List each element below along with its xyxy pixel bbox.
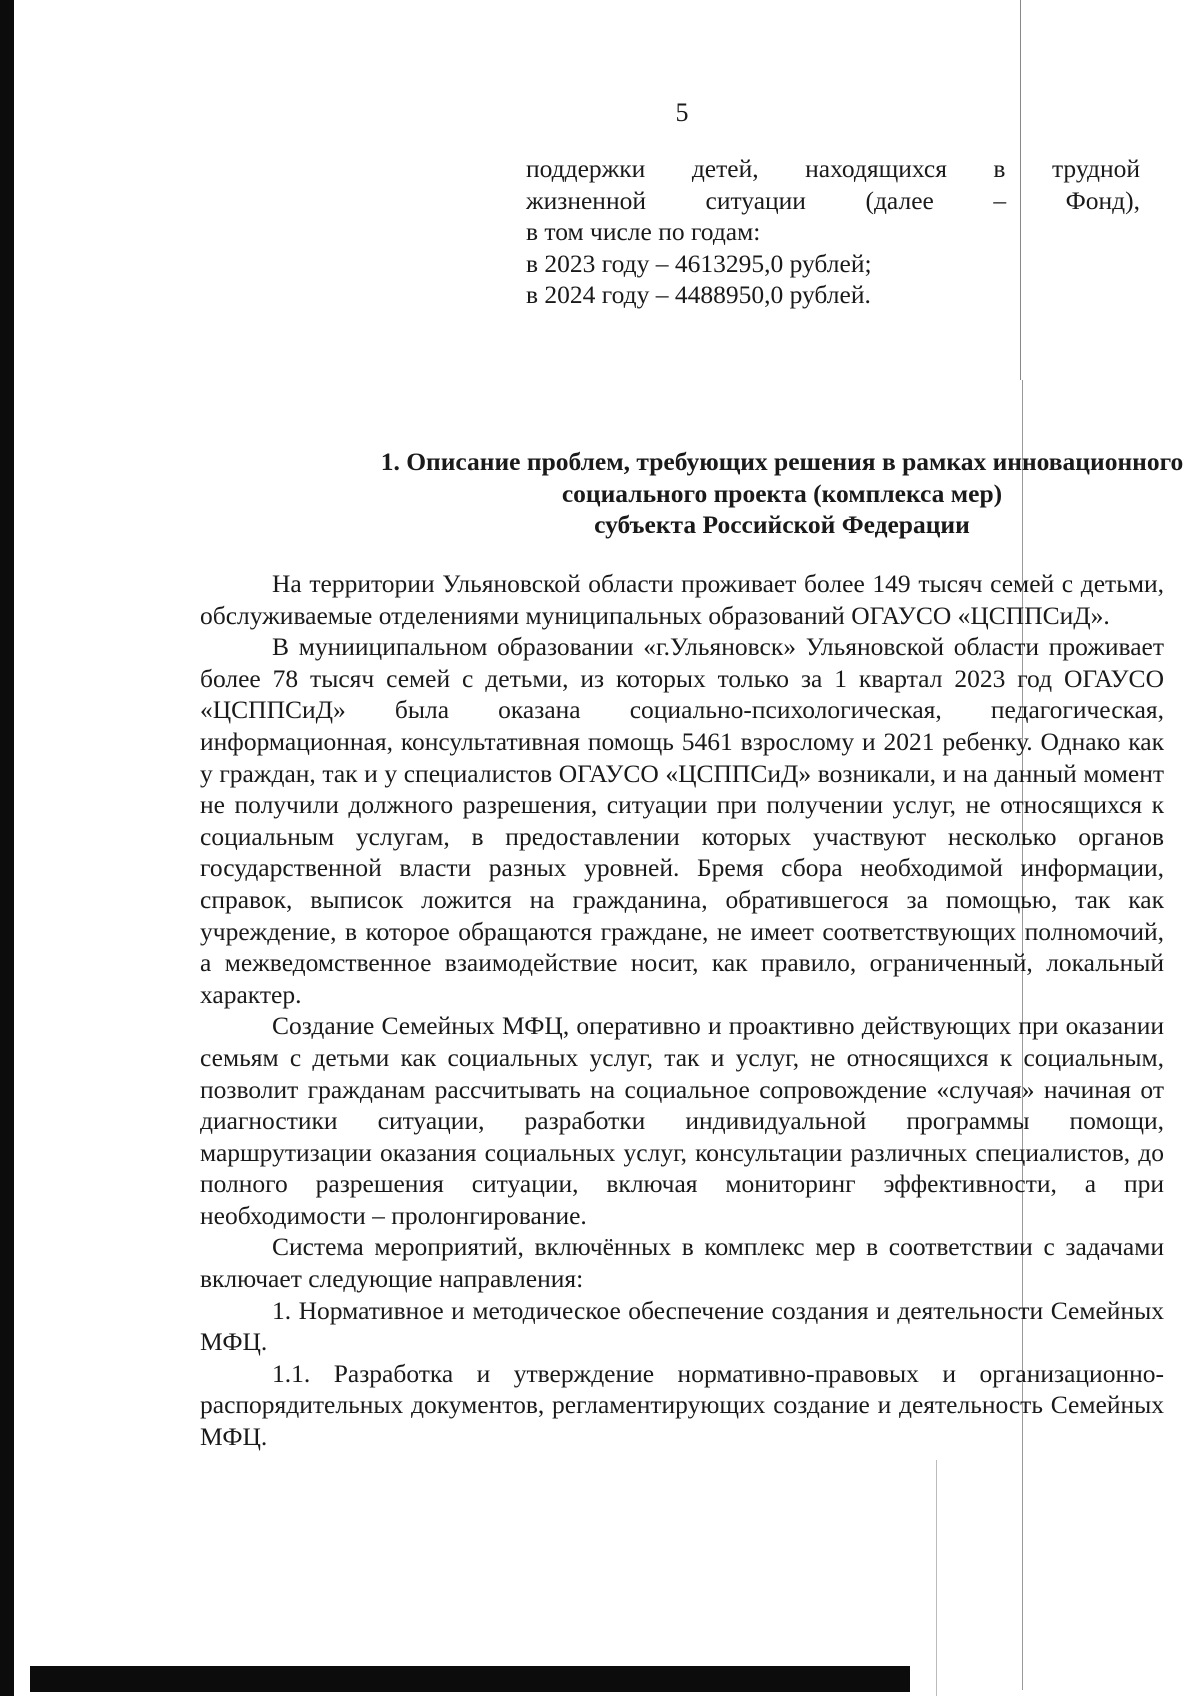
scan-edge-left bbox=[0, 0, 14, 1696]
heading-line: 1. Описание проблем, требующих решения в рамках инновационного bbox=[380, 447, 1184, 476]
scan-line-artifact bbox=[936, 1460, 937, 1696]
body-text bbox=[200, 568, 1164, 1453]
paragraph: Создание Семейных МФЦ, оперативно и проактивно действующих при оказании семьям с детьми как социальных услуг, так и услуг, не относящихся к социальным, позволит гражданам рассчитывать на социальное сопровождение «случая» начиная от диагностики ситуации, разработки индивидуальной программы помощи, маршрутизации оказания социальных услуг, консультации различных специалистов, до полного разрешения ситуации, включая мониторинг эффективности, а при необходимости – пролонгирование. bbox=[200, 1011, 1164, 1230]
funding-line: поддержки детей, находящихся в трудной bbox=[526, 154, 1140, 183]
paragraph: Система мероприятий, включённых в комплекс мер в соответствии с задачами включает следующие направления: bbox=[200, 1232, 1164, 1294]
scan-edge-bottom bbox=[30, 1666, 910, 1692]
funding-line-2024: в 2024 году – 4488950,0 рублей. bbox=[526, 280, 871, 309]
heading-line: социального проекта (комплекса мер) bbox=[561, 478, 1003, 508]
paragraph: 1.1. Разработка и утверждение нормативно-правовых и организационно-распорядительных документов, регламентирующих создание и деятельность Семейных МФЦ. bbox=[200, 1358, 1164, 1452]
page-number: 5 bbox=[675, 98, 689, 127]
funding-line: в том числе по годам: bbox=[526, 217, 761, 246]
funding-line-2023: в 2023 году – 4613295,0 рублей; bbox=[526, 248, 872, 278]
heading-line: субъекта Российской Федерации bbox=[594, 510, 970, 539]
paragraph: На территории Ульяновской области проживает более 149 тысяч семей с детьми, обслуживаемые отделениями муниципальных образований ОГАУСО «ЦСППСиД». bbox=[200, 569, 1164, 630]
paragraph: 1. Нормативное и методическое обеспечение создания и деятельности Семейных МФЦ. bbox=[200, 1295, 1164, 1357]
paragraph: В мунииципальном образовании «г.Ульяновск» Ульяновской области проживает более 78 тысяч семей с детьми, из которых только за 1 квартал 2023 год ОГАУСО «ЦСППСиД» была оказана социально-психологическая, педагогическая, информационная, консультативная помощь 5461 взрослому и 2021 ребенку. Однако как у граждан, так и у специалистов ОГАУСО «ЦСППСиД» возникали, и на данный момент не получили должного разрешения, ситуации при получении услуг, не относящихся к социальным услугам, в предоставлении которых участвуют несколько органов государственной власти разных уровней. Бремя сбора необходимой информации, справок, выписок ложится на гражданина, обратившегося за помощью, так как учреждение, в которое обращаются граждане, не имеет соответствующих полномочий, а межведомственное взаимодействие носит, как правило, ограниченный, локальный характер. bbox=[200, 632, 1164, 1009]
section-heading bbox=[200, 446, 1200, 541]
funding-line: жизненной ситуации (далее – Фонд), bbox=[526, 185, 1140, 215]
funding-summary bbox=[526, 153, 1140, 311]
